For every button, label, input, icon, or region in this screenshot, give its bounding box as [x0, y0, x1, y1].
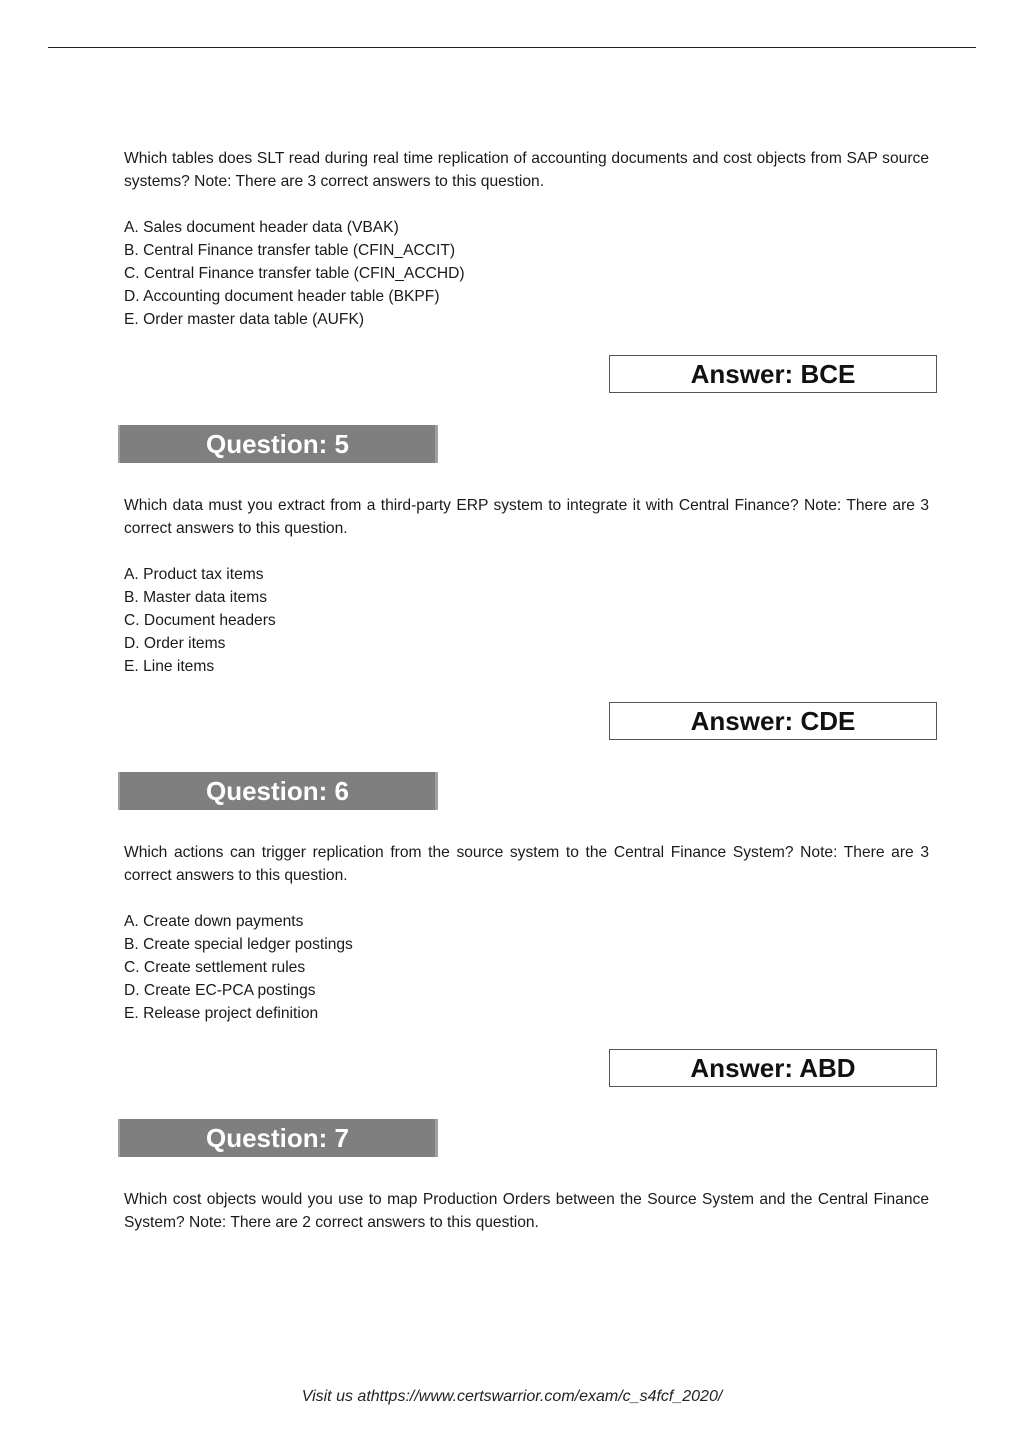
answer-options	[124, 563, 929, 678]
option-c: C. Central Finance transfer table (CFIN_ACCHD)	[124, 265, 465, 282]
question-header: Question: 5	[118, 425, 438, 463]
option-a: A. Create down payments	[124, 913, 304, 930]
question-text: Which data must you extract from a third-party ERP system to integrate it with Central Finance? Note: There are 3 correct answers to this question.	[124, 497, 929, 537]
option-c: C. Create settlement rules	[124, 959, 306, 976]
option-e: E. Line items	[124, 658, 215, 675]
option-b: B. Create special ledger postings	[124, 936, 353, 953]
option-d: D. Accounting document header table (BKPF)	[124, 288, 440, 305]
option-a: A. Sales document header data (VBAK)	[124, 219, 399, 236]
answer-box: Answer: BCE	[609, 355, 937, 393]
option-b: B. Central Finance transfer table (CFIN_ACCIT)	[124, 242, 456, 259]
option-b: B. Master data items	[124, 589, 267, 606]
question-7-body	[124, 1188, 929, 1234]
question-text: Which cost objects would you use to map Production Orders between the Source System and the Central Finance System? Note: There are 2 correct answers to this question.	[124, 1191, 929, 1231]
option-d: D. Create EC-PCA postings	[124, 982, 316, 999]
question-header: Question: 7	[118, 1119, 438, 1157]
header-divider	[48, 47, 976, 48]
option-d: D. Order items	[124, 635, 226, 652]
answer-options	[124, 216, 929, 331]
question-4-body	[124, 147, 929, 331]
answer-box: Answer: ABD	[609, 1049, 937, 1087]
option-e: E. Release project definition	[124, 1005, 319, 1022]
question-6-body	[124, 841, 929, 1025]
question-text: Which actions can trigger replication from the source system to the Central Finance System? Note: There are 3 correct answers to this question.	[124, 844, 929, 884]
option-c: C. Document headers	[124, 612, 276, 629]
question-text: Which tables does SLT read during real time replication of accounting documents and cost objects from SAP source systems? Note: There are 3 correct answers to this question.	[124, 150, 929, 190]
answer-box: Answer: CDE	[609, 702, 937, 740]
footer-link-text[interactable]: Visit us athttps://www.certswarrior.com/exam/c_s4fcf_2020/	[301, 1388, 723, 1405]
question-header: Question: 6	[118, 772, 438, 810]
answer-options	[124, 910, 929, 1025]
question-5-body	[124, 494, 929, 678]
option-a: A. Product tax items	[124, 566, 264, 583]
option-e: E. Order master data table (AUFK)	[124, 311, 365, 328]
